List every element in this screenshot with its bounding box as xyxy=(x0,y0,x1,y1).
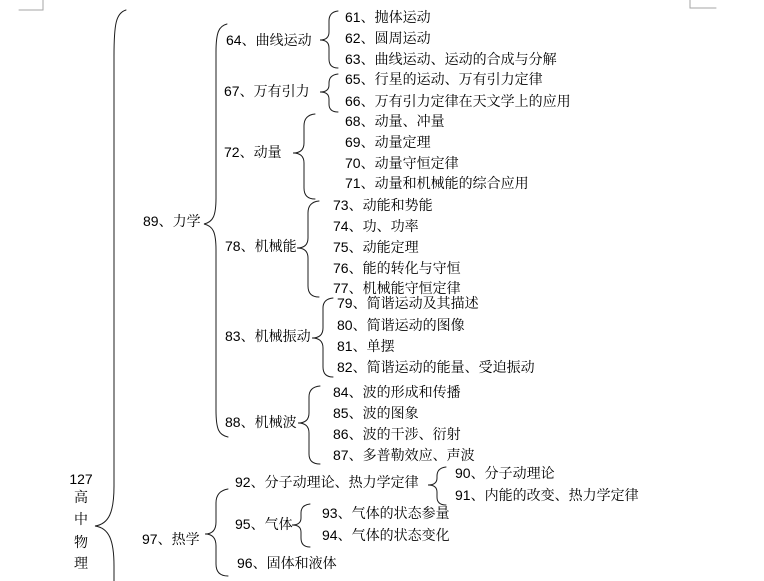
leaf-item-69: 69、动量定理 xyxy=(345,134,431,150)
node-label-78: 78、机械能 xyxy=(225,238,297,254)
root-title-char: 中 xyxy=(74,511,88,527)
node-brace-95 xyxy=(292,504,310,547)
leaf-item-86: 86、波的干涉、衍射 xyxy=(333,426,461,442)
leaf-item-93: 93、气体的状态参量 xyxy=(322,505,450,521)
leaf-item-91: 91、内能的改变、热力学定律 xyxy=(455,487,639,503)
margin-mark-top-left xyxy=(19,0,43,10)
node-brace-64 xyxy=(320,11,338,68)
branch-brace-thermal xyxy=(205,489,228,576)
leaf-item-85: 85、波的图象 xyxy=(333,405,419,421)
leaf-item-70: 70、动量守恒定律 xyxy=(345,155,459,171)
node-brace-78 xyxy=(297,201,319,297)
node-label-95: 95、气体 xyxy=(235,516,293,532)
leaf-item-63: 63、曲线运动、运动的合成与分解 xyxy=(345,51,557,67)
node-brace-67 xyxy=(320,74,338,112)
node-label-96: 96、固体和液体 xyxy=(237,555,337,571)
leaf-item-76: 76、能的转化与守恒 xyxy=(333,260,461,276)
node-label-67: 67、万有引力 xyxy=(224,83,310,99)
branch-label-thermal: 97、热学 xyxy=(142,531,200,547)
leaf-item-81: 81、单摆 xyxy=(337,338,395,354)
node-brace-88 xyxy=(298,386,320,464)
leaf-item-71: 71、动量和机械能的综合应用 xyxy=(345,175,529,191)
node-label-72: 72、动量 xyxy=(224,144,282,160)
leaf-item-84: 84、波的形成和传播 xyxy=(333,384,461,400)
node-brace-72 xyxy=(293,114,315,199)
branch-label-mechanics: 89、力学 xyxy=(143,213,201,229)
leaf-item-65: 65、行星的运动、万有引力定律 xyxy=(345,71,543,87)
leaf-item-75: 75、动能定理 xyxy=(333,239,419,255)
root-title-char: 高 xyxy=(74,489,88,505)
leaf-item-77: 77、机械能守恒定律 xyxy=(333,280,461,296)
root-count: 127 xyxy=(69,471,93,487)
node-label-88: 88、机械波 xyxy=(225,414,297,430)
root-title-char: 理 xyxy=(74,555,88,571)
leaf-item-73: 73、动能和势能 xyxy=(333,197,433,213)
leaf-item-66: 66、万有引力定律在天文学上的应用 xyxy=(345,93,571,109)
leaf-item-68: 68、动量、冲量 xyxy=(345,113,445,129)
node-label-92: 92、分子动理论、热力学定律 xyxy=(235,474,419,490)
leaf-item-82: 82、简谐运动的能量、受迫振动 xyxy=(337,359,535,375)
leaf-item-90: 90、分子动理论 xyxy=(455,465,555,481)
node-brace-83 xyxy=(312,298,333,377)
leaf-item-61: 61、抛体运动 xyxy=(345,9,431,25)
node-label-64: 64、曲线运动 xyxy=(226,32,312,48)
leaf-item-62: 62、圆周运动 xyxy=(345,30,431,46)
leaf-item-79: 79、简谐运动及其描述 xyxy=(337,295,479,311)
leaf-item-87: 87、多普勒效应、声波 xyxy=(333,447,475,463)
root-brace xyxy=(95,10,126,581)
node-label-83: 83、机械振动 xyxy=(225,328,311,344)
leaf-item-74: 74、功、功率 xyxy=(333,218,419,234)
leaf-item-80: 80、简谐运动的图像 xyxy=(337,317,465,333)
margin-mark-top-right xyxy=(690,0,716,8)
root-title-char: 物 xyxy=(74,534,88,550)
node-brace-92 xyxy=(428,467,446,505)
leaf-item-94: 94、气体的状态变化 xyxy=(322,527,450,543)
